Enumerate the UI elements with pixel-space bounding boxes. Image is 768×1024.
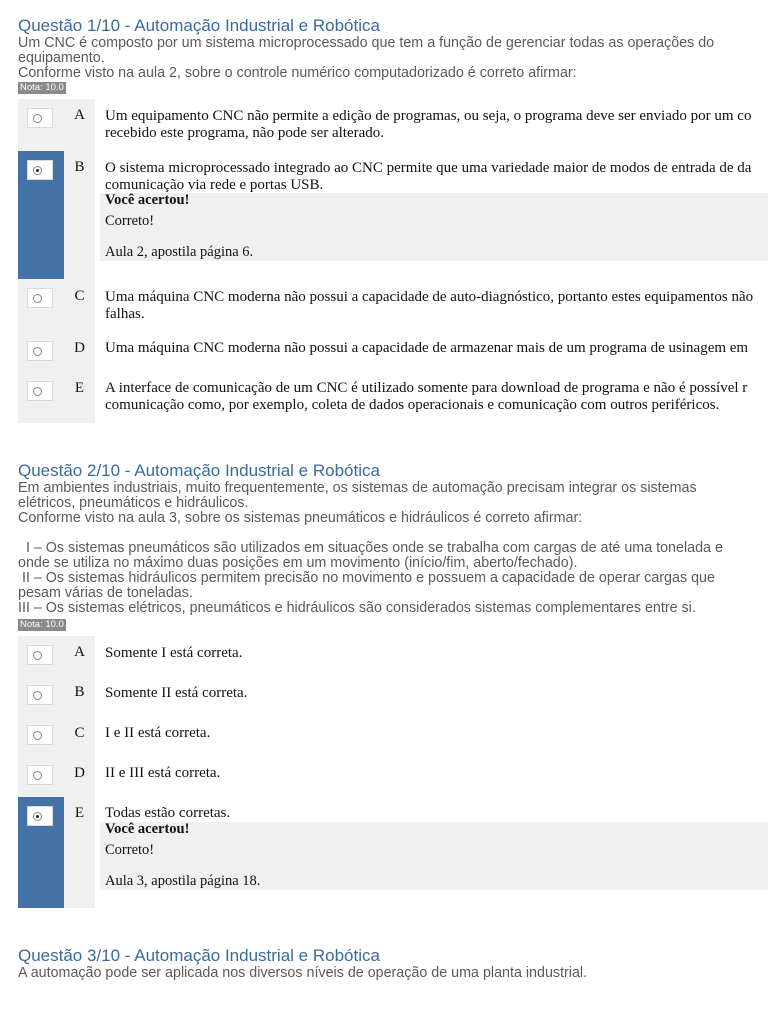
radio-dot [33, 166, 42, 175]
radio-dot [33, 387, 42, 396]
question-text-line: onde se utiliza no máximo duas posições em um movimento (início/fim, aberto/fechado). [18, 555, 578, 571]
option-b-letter: B [74, 684, 85, 700]
option-text-line: Uma máquina CNC moderna não possui a capacidade de auto-diagnóstico, portanto estes equipamentos não [105, 289, 754, 305]
question-1-text [18, 36, 758, 81]
option-c-text [105, 725, 768, 742]
option-text-line: Somente II está correta. [105, 685, 248, 701]
option-d-text [105, 340, 768, 357]
option-text-line: II e III está correta. [105, 765, 221, 781]
question-text-line: II – Os sistemas hidráulicos permitem precisão no movimento e possuem a capacidade de operar cargas que [18, 570, 715, 586]
question-text-line: I – Os sistemas pneumáticos são utilizados em situações onde se trabalha com cargas de até uma tonelada e [18, 540, 723, 556]
option-text-line: Somente I está correta. [105, 645, 243, 661]
option-text-line: comunicação como, por exemplo, coleta de dados operacionais e comunicação com outros periféricos. [105, 397, 720, 413]
option-e-text [105, 380, 768, 414]
option-c-letter: C [74, 725, 85, 741]
radio-dot [33, 691, 42, 700]
radio-dot [33, 812, 42, 821]
option-c-radio[interactable] [27, 725, 53, 745]
feedback-heading: Você acertou! [105, 192, 190, 208]
option-e-letter: E [74, 380, 85, 396]
option-a-radio[interactable] [27, 645, 53, 665]
option-d-text [105, 765, 768, 782]
feedback-reference: Aula 3, apostila página 18. [105, 873, 261, 889]
option-c-text [105, 289, 768, 323]
option-b-radio[interactable] [27, 160, 53, 180]
option-e-letter: E [74, 805, 85, 821]
option-d-radio[interactable] [27, 341, 53, 361]
feedback-result: Correto! [105, 213, 155, 229]
question-text-line: pesam várias de toneladas. [18, 585, 193, 601]
option-text-line: recebido este programa, não pode ser alterado. [105, 125, 385, 141]
option-e-text [105, 805, 768, 822]
radio-dot [33, 651, 42, 660]
feedback-heading: Você acertou! [105, 821, 190, 837]
question-text-line: Um CNC é composto por um sistema microprocessado que tem a função de gerenciar todas as operações do [18, 35, 715, 51]
radio-dot [33, 114, 42, 123]
option-text-line: I e II está correta. [105, 725, 211, 741]
question-2-title: Questão 2/10 - Automação Industrial e Robótica [18, 461, 380, 480]
option-text-line: A interface de comunicação de um CNC é utilizado somente para download de programa e não é possível r [105, 380, 748, 396]
option-d-radio[interactable] [27, 765, 53, 785]
feedback-result: Correto! [105, 842, 155, 858]
option-a-text [105, 645, 768, 662]
option-b-text [105, 685, 768, 702]
option-text-line: comunicação via rede e portas USB. [105, 177, 324, 193]
question-2-text [18, 481, 758, 616]
question-text-line: Conforme visto na aula 3, sobre os sistemas pneumáticos e hidráulicos é correto afirmar: [18, 510, 583, 526]
option-d-letter: D [74, 765, 85, 781]
grade-badge: Nota: 10.0 [20, 82, 64, 93]
option-a-radio[interactable] [27, 108, 53, 128]
option-c-radio[interactable] [27, 288, 53, 308]
option-text-line: Todas estão corretas. [105, 805, 231, 821]
option-text-line: O sistema microprocessado integrado ao CNC permite que uma variedade maior de modos de entrada de da [105, 160, 752, 176]
option-c-letter: C [74, 288, 85, 304]
question-text-line: Em ambientes industriais, muito frequentemente, os sistemas de automação precisam integrar os sistemas [18, 480, 697, 496]
feedback-reference: Aula 2, apostila página 6. [105, 244, 254, 260]
option-b-letter: B [74, 159, 85, 175]
option-b-text [105, 160, 768, 194]
radio-dot [33, 294, 42, 303]
radio-dot [33, 731, 42, 740]
option-a-letter: A [74, 644, 85, 660]
option-a-letter: A [74, 107, 85, 123]
question-text-line: elétricos, pneumáticos e hidráulicos. [18, 495, 249, 511]
question-text-line [18, 526, 758, 541]
option-b-radio[interactable] [27, 685, 53, 705]
option-text-line: Uma máquina CNC moderna não possui a capacidade de armazenar mais de um programa de usinagem em [105, 340, 749, 356]
option-e-radio[interactable] [27, 806, 53, 826]
radio-dot [33, 347, 42, 356]
option-text-line: Um equipamento CNC não permite a edição de programas, ou seja, o programa deve ser enviado por um co [105, 108, 752, 124]
option-e-radio[interactable] [27, 381, 53, 401]
option-text-line: falhas. [105, 306, 145, 322]
question-text-line: III – Os sistemas elétricos, pneumáticos e hidráulicos são considerados sistemas complementares entre si. [18, 600, 696, 616]
question-text-line: equipamento. [18, 50, 105, 66]
question-text-line: Conforme visto na aula 2, sobre o controle numérico computadorizado é correto afirmar: [18, 65, 577, 81]
question-3-text [18, 966, 758, 981]
radio-dot [33, 771, 42, 780]
question-text-line: A automação pode ser aplicada nos diversos níveis de operação de uma planta industrial. [18, 965, 588, 981]
option-d-letter: D [74, 340, 85, 356]
question-1-title: Questão 1/10 - Automação Industrial e Robótica [18, 16, 380, 35]
grade-badge: Nota: 10.0 [20, 619, 64, 630]
option-a-text [105, 108, 768, 142]
question-3-title: Questão 3/10 - Automação Industrial e Robótica [18, 946, 380, 965]
